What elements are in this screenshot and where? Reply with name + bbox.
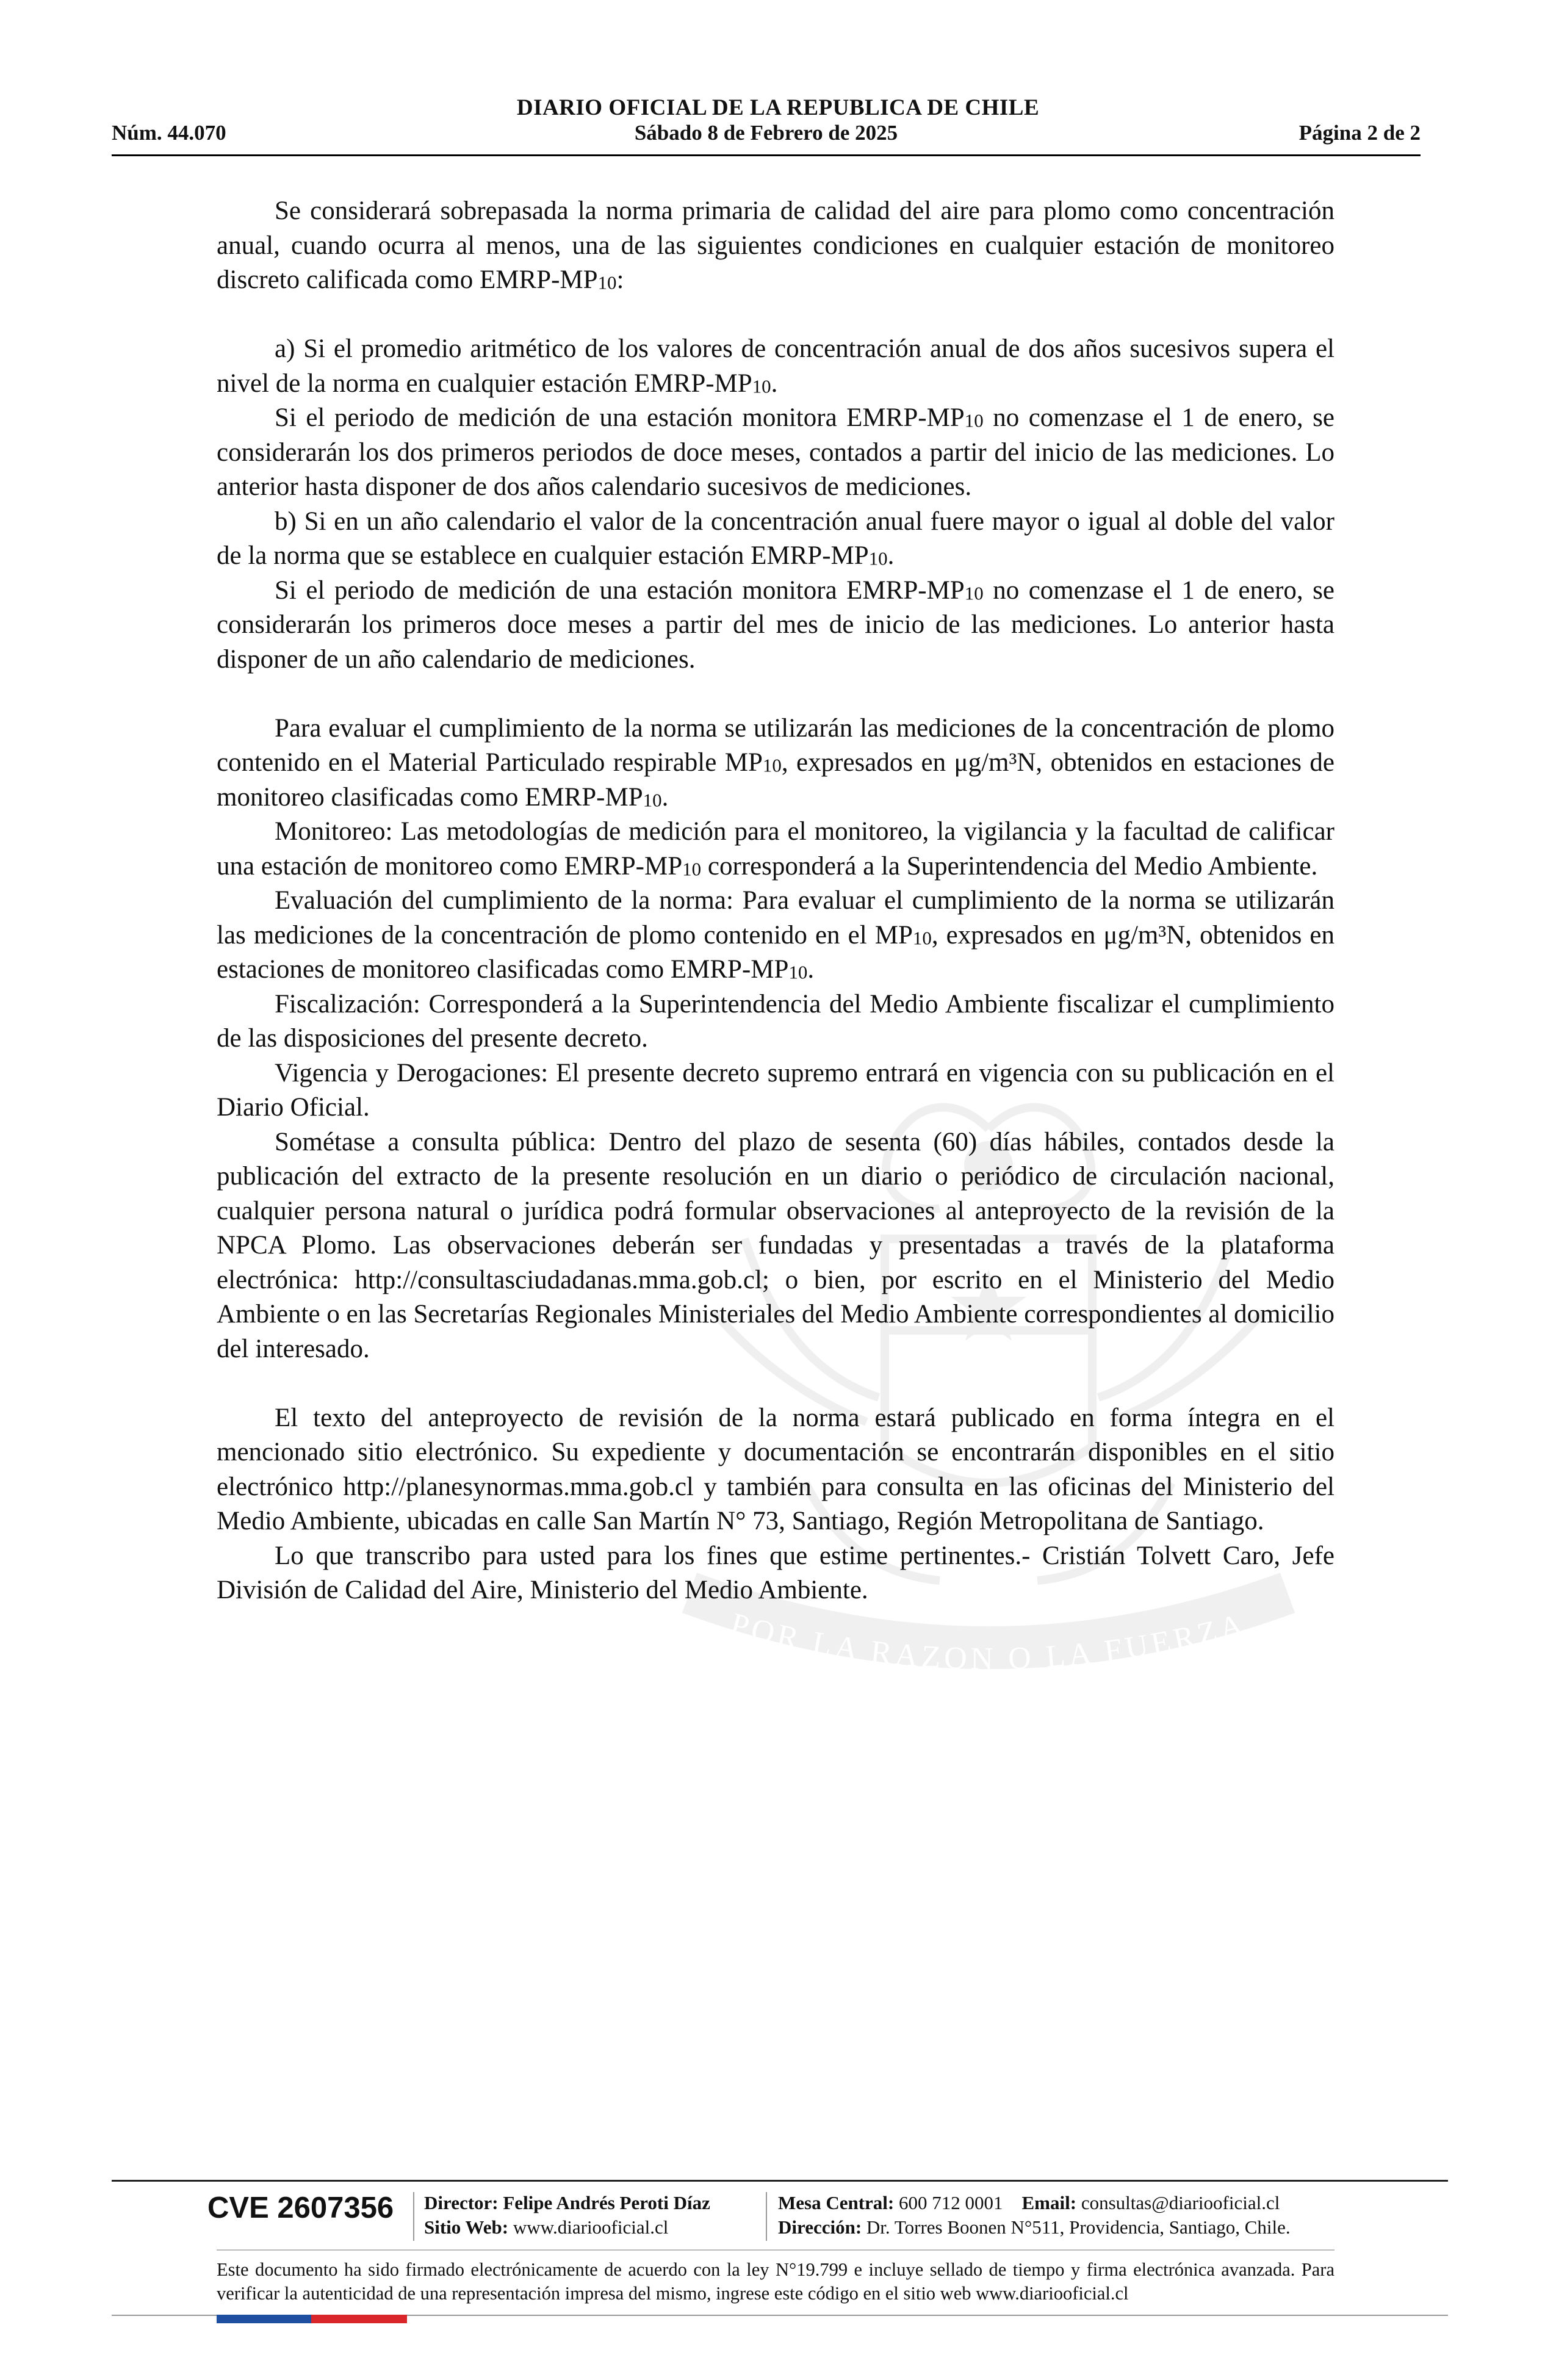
paragraph-compliance: Evaluación del cumplimiento de la norma: Para evaluar el cumplimiento de la norma se utilizarán las mediciones de la concentración de plomo contenido en el $MP_{10}$, expresados en μg/m³N, obtenidos en estaciones de monitoreo clasificadas como EMRP-$MP_{10}$. bbox=[217, 886, 1334, 984]
flag-stripe-blue bbox=[217, 2315, 311, 2323]
footer-separator bbox=[413, 2192, 414, 2241]
footer-divider-top bbox=[112, 2180, 1448, 2182]
footer-contact-block: Mesa Central: 600 712 0001 Email: consultas@diariooficial.cl Dirección: Dr. Torres Boonen N°511, Providencia, Santiago, Chile. bbox=[778, 2192, 1291, 2238]
email-link[interactable]: consultas@diariooficial.cl bbox=[1081, 2192, 1280, 2213]
header-row bbox=[112, 121, 1421, 150]
phone-number: 600 712 0001 bbox=[899, 2192, 1003, 2213]
paragraph-signature: Lo que transcribo para usted para los fines que estime pertinentes.- Cristián Tolvett Caro, Jefe División de Calidad del Aire, Ministerio del Medio Ambiente. bbox=[217, 1541, 1334, 1604]
director-name: Felipe Andrés Peroti Díaz bbox=[503, 2192, 710, 2213]
paragraph-evaluation: Para evaluar el cumplimiento de la norma se utilizarán las mediciones de la concentración de plomo contenido en el Material Particulado respirable $MP_{10}$, expresados en μg/m³N, obtenidos en estaciones de monitoreo clasificadas como EMRP-$MP_{10}$. bbox=[217, 713, 1334, 812]
publication-title: DIARIO OFICIAL DE LA REPUBLICA DE CHILE bbox=[516, 95, 1040, 120]
paragraph-publication: El texto del anteproyecto de revisión de la norma estará publicado en forma íntegra en el mencionado sitio electrónico. Su expediente y documentación se encontrarán disponibles en el sitio electrónico http://planesynormas.mma.gob.cl y también para consulta en las oficinas del Ministerio del Medio Ambiente, ubicadas en calle San Martín N° 73, Santiago, Región Metropolitana de Santiago. bbox=[217, 1403, 1334, 1535]
cve-code: CVE 2607356 bbox=[207, 2191, 394, 2224]
document-body bbox=[217, 194, 1334, 1608]
paragraph-condition-b: b) Si en un año calendario el valor de la concentración anual fuere mayor o igual al doble del valor de la norma que se establece en cualquier estación EMRP-$MP_{10}$. bbox=[217, 507, 1334, 570]
address: Dr. Torres Boonen N°511, Providencia, Santiago, Chile. bbox=[866, 2216, 1291, 2238]
footer-divider-mid bbox=[217, 2249, 1334, 2251]
paragraph-enforcement: Fiscalización: Corresponderá a la Superintendencia del Medio Ambiente fiscalizar el cumplimiento de las disposiciones del presente decreto. bbox=[217, 989, 1334, 1053]
paragraph-public-consultation: Sométase a consulta pública: Dentro del plazo de sesenta (60) días hábiles, contados desde la publicación del extracto de la presente resolución en un diario o periódico de circulación nacional, cualquier persona natural o jurídica podrá formular observaciones al anteproyecto de la revisión de la NPCA Plomo. Las observaciones deberán ser fundadas y presentadas a través de la plataforma electrónica: http://consultasciudadanas.mma.gob.cl; o bien, por escrito en el Ministerio del Medio Ambiente o en las Secretarías Regionales Ministeriales del Medio Ambiente correspondientes al domicilio del interesado. bbox=[217, 1127, 1334, 1363]
issue-number: Núm. 44.070 bbox=[112, 121, 226, 145]
paragraph-condition-a-note: Si el periodo de medición de una estación monitora EMRP-$MP_{10}$ no comenzase el 1 de enero, se considerarán los dos primeros periodos de doce meses, contados a partir del inicio de las mediciones. Lo anterior hasta disponer de dos años calendario sucesivos de mediciones. bbox=[217, 403, 1334, 501]
footer-director-block: Director: Felipe Andrés Peroti Díaz Sitio Web: www.diariooficial.cl bbox=[424, 2192, 710, 2238]
paragraph-monitoring: Monitoreo: Las metodologías de medición para el monitoreo, la vigilancia y la facultad de calificar una estación de monitoreo como EMRP-$MP_{10}$ corresponderá a la Superintendencia del Medio Ambiente. bbox=[217, 817, 1334, 881]
page-number: Página 2 de 2 bbox=[1298, 121, 1421, 145]
website-link[interactable]: www.diariooficial.cl bbox=[513, 2216, 669, 2238]
footer-separator bbox=[766, 2192, 767, 2241]
paragraph-validity: Vigencia y Derogaciones: El presente decreto supremo entrará en vigencia con su publicación en el Diario Oficial. bbox=[217, 1058, 1334, 1122]
flag-stripe-red bbox=[311, 2315, 407, 2323]
issue-date: Sábado 8 de Febrero de 2025 bbox=[634, 121, 898, 145]
paragraph-condition-intro: Se considerará sobrepasada la norma primaria de calidad del aire para plomo como concentración anual, cuando ocurra al menos, una de las siguientes condiciones en cualquier estación de monitoreo discreto calificada como EMRP-$MP_{10}$: bbox=[217, 197, 1334, 294]
paragraph-condition-b-note: Si el periodo de medición de una estación monitora EMRP-$MP_{10}$ no comenzase el 1 de enero, se considerarán los primeros doce meses a partir del mes de inicio de las mediciones. Lo anterior hasta disponer de un año calendario de mediciones. bbox=[217, 575, 1334, 674]
header-divider bbox=[112, 154, 1421, 156]
signature-notice: Este documento ha sido firmado electrónicamente de acuerdo con la ley N°19.799 e incluye sellado de tiempo y firma electrónica avanzada. Para verificar la autenticidad de una representación impresa del mismo, ingrese este código en el sitio web www.diariooficial.cl bbox=[217, 2259, 1334, 2304]
watermark-motto: POR LA RAZON O LA FUERZA bbox=[727, 1606, 1250, 1677]
paragraph-condition-a: a) Si el promedio aritmético de los valores de concentración anual de dos años sucesivos supera el nivel de la norma en cualquier estación EMRP-$MP_{10}$. bbox=[217, 334, 1334, 398]
